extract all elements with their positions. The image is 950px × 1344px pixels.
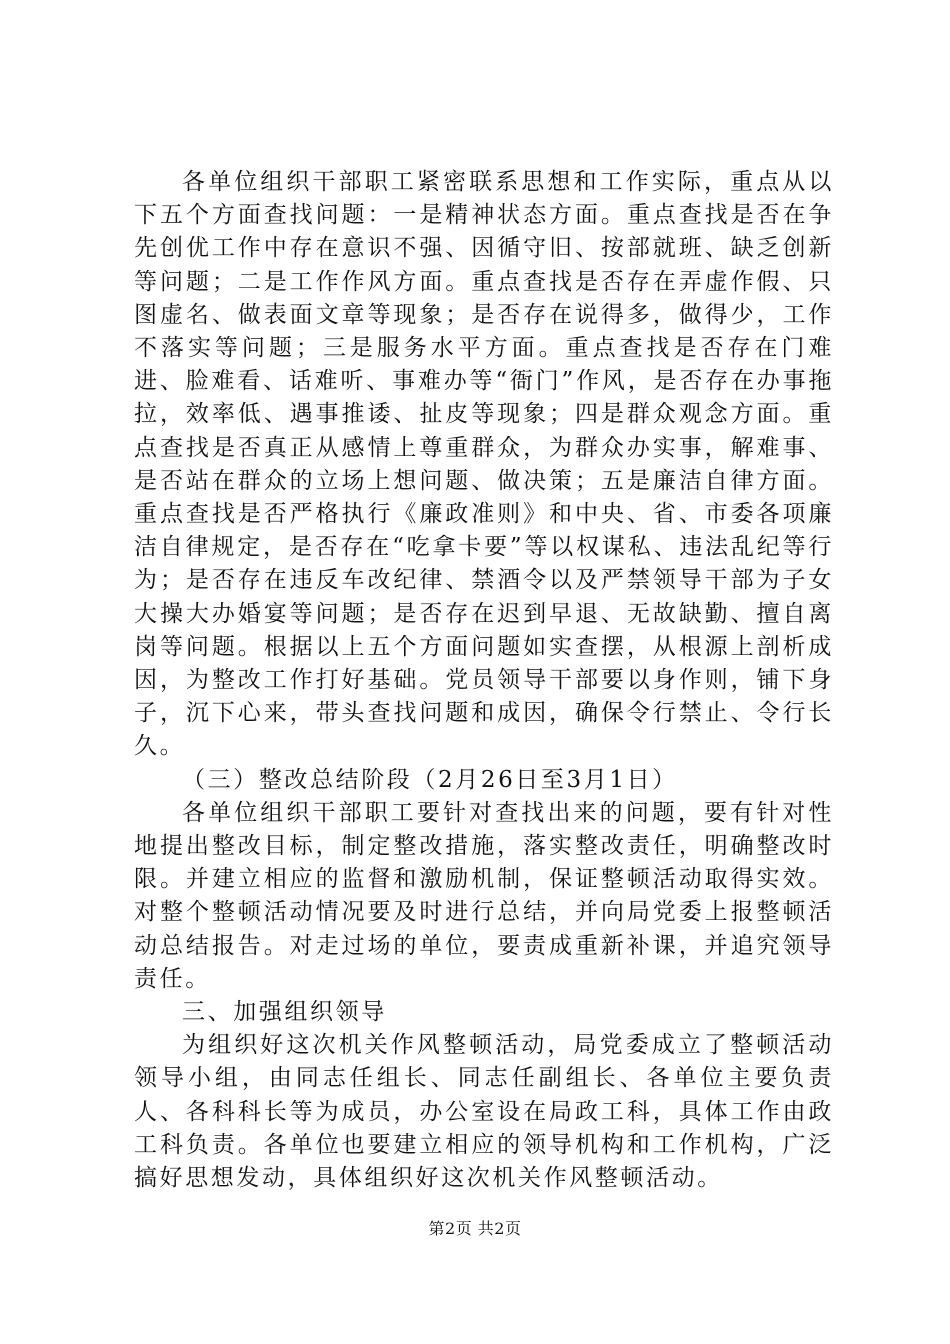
paragraph-rectification: 各单位组织干部职工要针对查找出来的问题，要有针对性地提出整改目标，制定整改措施，落实整改责任，明确整改时限。并建立相应的监督和激励机制，保证整顿活动取得实效。对整个整顿活动情况要及时进行总结，并向局党委上报整顿活动总结报告。对走过场的单位，要责成重新补课，并追究领导责任。 [134, 799, 834, 992]
paragraph-leadership: 为组织好这次机关作风整顿活动，局党委成立了整顿活动领导小组，由同志任组长、同志任副组长、各单位主要负责人、各科科长等为成员，办公室设在局政工科，具体工作由政工科负责。各单位也要建立相应的领导机构和工作机构，广泛搞好思想发动，具体组织好这次机关作风整顿活动。 [134, 1032, 834, 1192]
paragraph-problem-finding: 各单位组织干部职工紧密联系思想和工作实际，重点从以下五个方面查找问题：一是精神状态方面。重点查找是否在争先创优工作中存在意识不强、因循守旧、按部就班、缺乏创新等问题；二是工作作风方面。重点查找是否存在弄虚作假、只图虚名、做表面文章等现象；是否存在说得多，做得少，工作不落实等问题；三是服务水平方面。重点查找是否存在门难进、脸难看、话难听、事难办等“衙门”作风，是否存在办事拖拉，效率低、遇事推诿、扯皮等现象；四是群众观念方面。重点查找是否真正从感情上尊重群众，为群众办实事，解难事、是否站在群众的立场上想问题、做决策；五是廉洁自律方面。重点查找是否严格执行《廉政准则》和中央、省、市委各项廉洁自律规定，是否存在“吃拿卡要”等以权谋私、违法乱纪等行为；是否存在违反车改纪律、禁酒令以及严禁领导干部为子女大操大办婚宴等问题；是否存在迟到早退、无故缺勤、擅自离岗等问题。根据以上五个方面问题如实查摆，从根源上剖析成因，为整改工作打好基础。党员领导干部要以身作则，铺下身子，沉下心来，带头查找问题和成因，确保令行禁止、令行长久。 [134, 169, 834, 760]
document-body [134, 166, 834, 1195]
section-heading-leadership: 三、加强组织领导 [182, 999, 387, 1026]
page-footer: 第2页 共2页 [428, 1219, 522, 1238]
section-heading-rectification: （三）整改总结阶段（2月26日至3月1日） [182, 766, 678, 793]
